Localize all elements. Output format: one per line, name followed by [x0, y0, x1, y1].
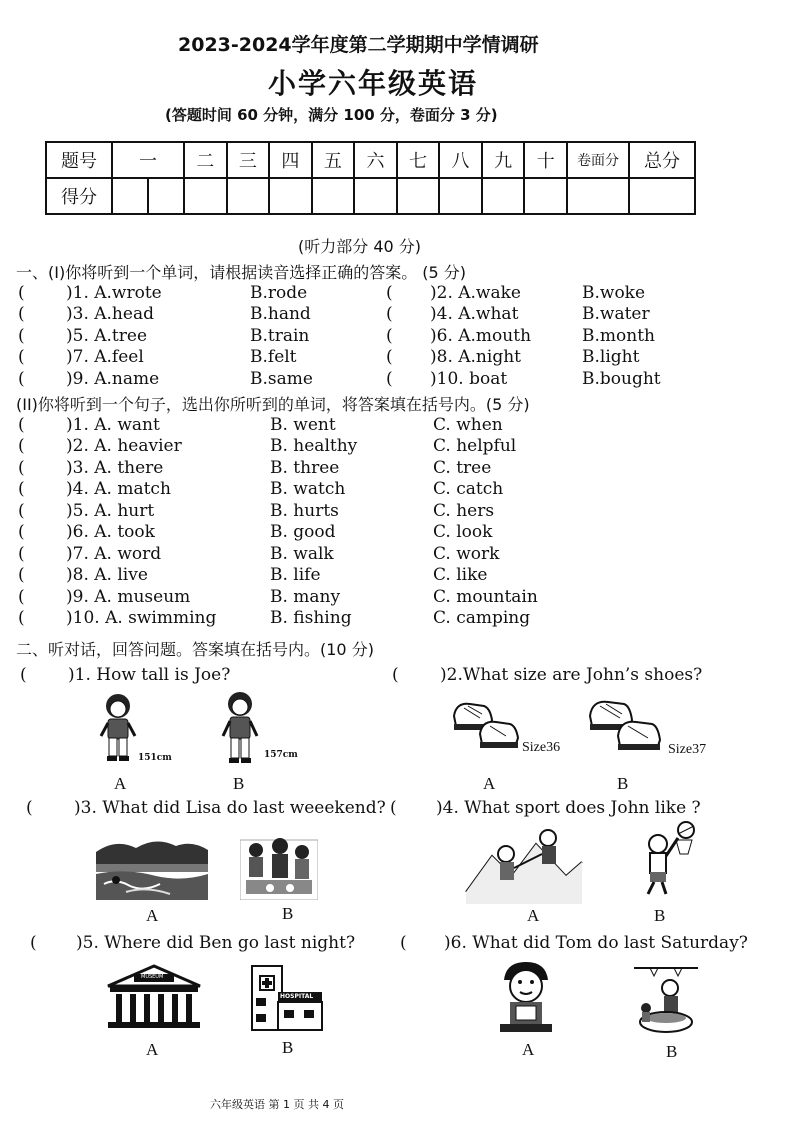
question-option-a: )5. A.tree	[66, 326, 148, 346]
option-a-label: A	[483, 774, 496, 793]
question-option-b: B. watch	[270, 479, 346, 499]
river-scene-picture	[96, 834, 208, 900]
score-input-cell[interactable]	[354, 178, 397, 214]
score-cell: 二	[184, 142, 227, 178]
boy-short-picture	[98, 692, 138, 764]
question-option-a: )8. A. live	[66, 565, 148, 585]
question-option-b: B. many	[270, 587, 341, 607]
option-a-label: A	[114, 774, 127, 793]
question-option-b: B.same	[250, 369, 313, 389]
question-option-c: C. when	[433, 415, 503, 435]
score-table-score-row	[46, 178, 695, 214]
climbing-picture	[462, 826, 586, 904]
score-cell: 十	[524, 142, 567, 178]
boy-eating-picture	[494, 960, 558, 1034]
boy-washing-picture	[630, 960, 702, 1040]
answer-paren[interactable]: (	[18, 501, 25, 521]
question-option-a: )3. A.head	[66, 304, 154, 324]
part2-row	[0, 544, 794, 566]
score-input-cell[interactable]	[397, 178, 440, 214]
option-b-label: B	[666, 1042, 678, 1061]
answer-paren[interactable]: (	[18, 587, 25, 607]
height-caption: 157cm	[264, 750, 298, 760]
question-option-b: B. healthy	[270, 436, 358, 456]
question-option-b: B. went	[270, 415, 336, 435]
question-option-c: C. work	[433, 544, 500, 564]
part3-title: 二、听对话，回答问题。答案填在括号内。(10 分)	[16, 640, 374, 659]
part1-title: 一、(I)你将听到一个单词，请根据读音选择正确的答案。 (5 分)	[16, 263, 467, 282]
question-option-a: )8. A.night	[430, 347, 521, 367]
basketball-picture	[636, 820, 698, 898]
question-option-a: )1. A.wrote	[66, 283, 162, 303]
score-table-header-row	[46, 142, 695, 178]
answer-paren[interactable]: (	[18, 369, 25, 389]
question-option-a: )10. A. swimming	[66, 608, 217, 628]
dialog-question	[0, 933, 390, 955]
score-cell: 一	[112, 142, 184, 178]
score-cell: 卷面分	[567, 142, 629, 178]
dialog-question	[390, 933, 790, 955]
score-table	[45, 141, 696, 215]
exam-period-title: 2023-2024学年度第二学期期中学情调研	[178, 34, 539, 56]
part1-row	[0, 347, 794, 369]
question-option-b: B.hand	[250, 304, 311, 324]
height-caption: 151cm	[138, 753, 172, 763]
option-a-label: A	[527, 906, 540, 925]
exam-subject-title: 小学六年级英语	[268, 67, 479, 100]
hospital-sign: HOSPITAL	[280, 993, 314, 1000]
answer-paren[interactable]: (	[400, 933, 407, 953]
score-input-cell[interactable]	[629, 178, 695, 214]
option-b-label: B	[282, 904, 294, 923]
dialog-question	[0, 798, 390, 820]
question-option-b: B. life	[270, 565, 321, 585]
answer-paren[interactable]: (	[18, 436, 25, 456]
question-option-b: B.bought	[582, 369, 661, 389]
answer-paren[interactable]: (	[18, 608, 25, 628]
score-cell: 九	[482, 142, 525, 178]
option-a-label: A	[146, 1040, 159, 1059]
part1-row	[0, 326, 794, 348]
score-cell: 总分	[629, 142, 695, 178]
question-option-a: )4. A.what	[430, 304, 519, 324]
score-input-cell[interactable]	[482, 178, 525, 214]
score-input-cell[interactable]	[269, 178, 312, 214]
answer-paren[interactable]: (	[26, 798, 33, 818]
part2-row	[0, 436, 794, 458]
answer-paren[interactable]: (	[18, 522, 25, 542]
question-option-c: C. helpful	[433, 436, 517, 456]
score-cell: 六	[354, 142, 397, 178]
part2-row	[0, 501, 794, 523]
question-option-b: B.rode	[250, 283, 308, 303]
museum-sign: MUSEUM	[141, 974, 164, 980]
question-option-a: )9. A.name	[66, 369, 160, 389]
option-b-label: B	[617, 774, 629, 793]
part2-row	[0, 565, 794, 587]
option-b-label: B	[282, 1038, 294, 1057]
shoes-small-picture	[450, 696, 522, 758]
score-row-label: 得分	[46, 178, 112, 214]
question-option-b: B.light	[582, 347, 640, 367]
answer-paren[interactable]: (	[20, 665, 27, 685]
dialog-question	[0, 665, 390, 687]
exam-note: (答题时间 60 分钟，满分 100 分，卷面分 3 分)	[165, 106, 498, 124]
answer-paren[interactable]: (	[386, 347, 393, 367]
score-input-cell[interactable]	[227, 178, 270, 214]
score-input-cell[interactable]	[439, 178, 482, 214]
page-footer: 六年级英语 第 1 页 共 4 页	[210, 1098, 344, 1111]
question-option-a: )7. A. word	[66, 544, 162, 564]
question-option-b: B. walk	[270, 544, 334, 564]
answer-paren[interactable]: (	[390, 798, 397, 818]
option-a-label: A	[522, 1040, 535, 1059]
score-cell: 七	[397, 142, 440, 178]
part2-row	[0, 479, 794, 501]
score-cell: 三	[227, 142, 270, 178]
score-cell: 八	[439, 142, 482, 178]
score-input-cell[interactable]	[567, 178, 629, 214]
question-option-b: B.water	[582, 304, 650, 324]
answer-paren[interactable]: (	[18, 326, 25, 346]
score-input-cell[interactable]	[524, 178, 567, 214]
shoes-large-picture	[586, 694, 666, 762]
question-option-a: )2. A. heavier	[66, 436, 182, 456]
answer-paren[interactable]: (	[18, 304, 25, 324]
answer-paren[interactable]: (	[18, 283, 25, 303]
question-option-a: )6. A.mouth	[430, 326, 532, 346]
question-option-b: B. hurts	[270, 501, 339, 521]
option-b-label: B	[233, 774, 245, 793]
question-option-c: C. like	[433, 565, 488, 585]
dialog-question	[390, 798, 790, 820]
answer-paren[interactable]: (	[386, 326, 393, 346]
answer-paren[interactable]: (	[392, 665, 399, 685]
question-option-a: )3. A. there	[66, 458, 164, 478]
question-option-c: C. look	[433, 522, 493, 542]
question-option-b: B.woke	[582, 283, 646, 303]
answer-paren[interactable]: (	[18, 479, 25, 499]
question-option-a: )4. A. match	[66, 479, 171, 499]
answer-paren[interactable]: (	[386, 369, 393, 389]
family-scene-picture	[240, 826, 318, 900]
question-text: )1. How tall is Joe?	[68, 665, 231, 685]
part2-row	[0, 587, 794, 609]
question-option-c: C. catch	[433, 479, 504, 499]
score-input-cell[interactable]	[184, 178, 227, 214]
option-a-label: A	[146, 906, 159, 925]
question-option-c: C. camping	[433, 608, 531, 628]
score-input-cell[interactable]	[148, 178, 184, 214]
question-text: )4. What sport does John like ?	[436, 798, 701, 818]
question-text: )3. What did Lisa do last weeekend?	[74, 798, 386, 818]
question-text: )2.What size are John’s shoes?	[440, 665, 703, 685]
question-option-b: B. fishing	[270, 608, 352, 628]
question-option-a: )10. boat	[430, 369, 508, 389]
question-option-b: B.train	[250, 326, 310, 346]
question-option-c: C. mountain	[433, 587, 538, 607]
part1-row	[0, 369, 794, 391]
score-cell: 题号	[46, 142, 112, 178]
answer-paren[interactable]: (	[18, 458, 25, 478]
size-caption: Size37	[668, 742, 707, 757]
question-option-b: B. good	[270, 522, 336, 542]
question-text: )6. What did Tom do last Saturday?	[444, 933, 748, 953]
option-b-label: B	[654, 906, 666, 925]
question-text: )5. Where did Ben go last night?	[76, 933, 356, 953]
boy-tall-picture	[220, 690, 260, 766]
listening-section-header: (听力部分 40 分)	[298, 237, 422, 256]
question-option-c: C. tree	[433, 458, 492, 478]
part2-row	[0, 608, 794, 630]
answer-paren[interactable]: (	[30, 933, 37, 953]
question-option-a: )2. A.wake	[430, 283, 521, 303]
question-option-a: )5. A. hurt	[66, 501, 155, 521]
question-option-b: B. three	[270, 458, 340, 478]
dialog-question	[390, 665, 790, 687]
answer-paren[interactable]: (	[18, 415, 25, 435]
question-option-a: )9. A. museum	[66, 587, 191, 607]
part1-row	[0, 283, 794, 305]
score-cell: 四	[269, 142, 312, 178]
part2-row	[0, 415, 794, 437]
size-caption: Size36	[522, 740, 561, 755]
answer-paren[interactable]: (	[18, 347, 25, 367]
question-option-a: )1. A. want	[66, 415, 160, 435]
score-input-cell[interactable]	[312, 178, 355, 214]
question-option-a: )7. A.feel	[66, 347, 144, 367]
part2-row	[0, 458, 794, 480]
part2-row	[0, 522, 794, 544]
answer-paren[interactable]: (	[18, 565, 25, 585]
score-input-cell[interactable]	[112, 178, 148, 214]
question-option-b: B.felt	[250, 347, 297, 367]
score-cell: 五	[312, 142, 355, 178]
answer-paren[interactable]: (	[386, 304, 393, 324]
question-option-b: B.month	[582, 326, 655, 346]
part2-title: (II)你将听到一个句子，选出你所听到的单词，将答案填在括号内。(5 分)	[16, 395, 530, 414]
question-option-a: )6. A. took	[66, 522, 155, 542]
question-option-c: C. hers	[433, 501, 495, 521]
answer-paren[interactable]: (	[18, 544, 25, 564]
part1-row	[0, 304, 794, 326]
answer-paren[interactable]: (	[386, 283, 393, 303]
